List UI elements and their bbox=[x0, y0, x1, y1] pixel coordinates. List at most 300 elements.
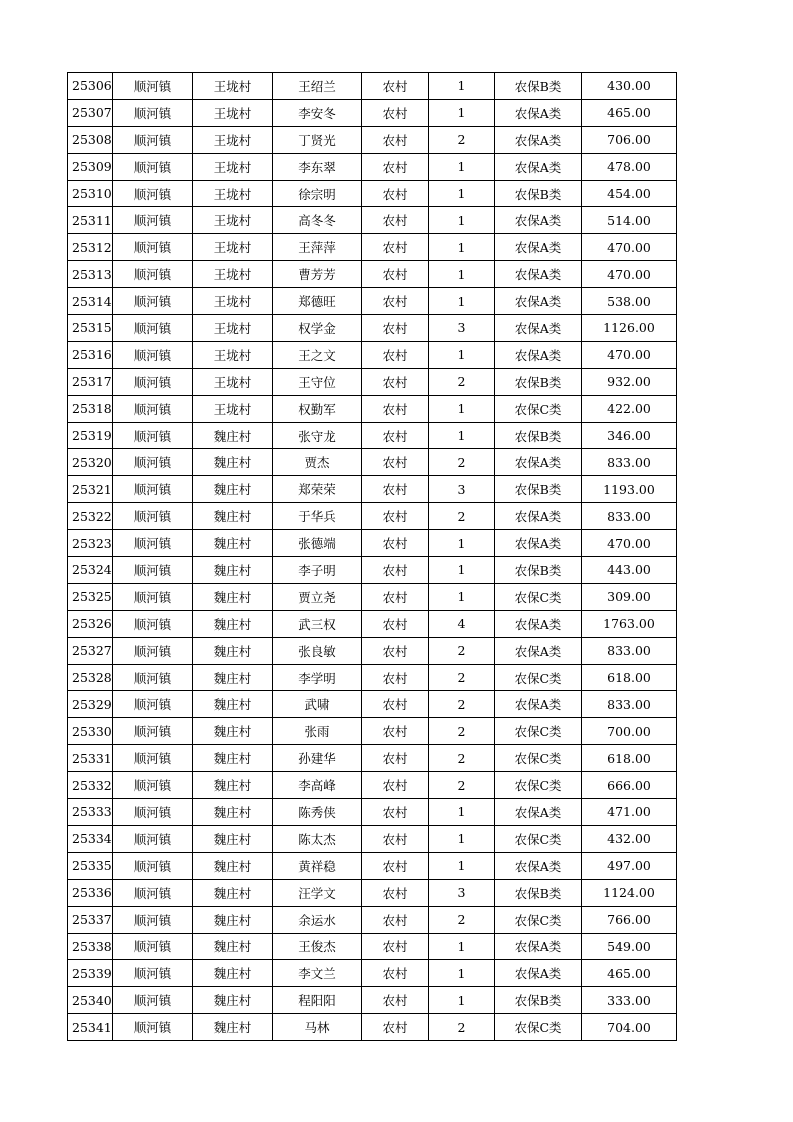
cell-record-id: 25322 bbox=[68, 503, 113, 530]
table-row bbox=[68, 261, 677, 288]
table-row bbox=[68, 799, 677, 826]
table-row bbox=[68, 207, 677, 234]
cell-household-type: 农村 bbox=[362, 530, 429, 557]
cell-household-size: 2 bbox=[429, 772, 495, 799]
cell-record-id: 25314 bbox=[68, 288, 113, 315]
cell-village: 王垅村 bbox=[193, 341, 273, 368]
cell-insurance-class: 农保A类 bbox=[495, 610, 582, 637]
cell-insurance-class: 农保A类 bbox=[495, 341, 582, 368]
cell-name: 曹芳芳 bbox=[273, 261, 362, 288]
cell-insurance-class: 农保B类 bbox=[495, 422, 582, 449]
cell-amount: 833.00 bbox=[582, 691, 677, 718]
cell-insurance-class: 农保B类 bbox=[495, 73, 582, 100]
cell-household-size: 1 bbox=[429, 234, 495, 261]
cell-amount: 430.00 bbox=[582, 73, 677, 100]
cell-household-type: 农村 bbox=[362, 234, 429, 261]
cell-village: 魏庄村 bbox=[193, 610, 273, 637]
cell-household-type: 农村 bbox=[362, 73, 429, 100]
cell-name: 权学金 bbox=[273, 315, 362, 342]
cell-town: 顺河镇 bbox=[113, 933, 193, 960]
cell-household-type: 农村 bbox=[362, 341, 429, 368]
cell-record-id: 25329 bbox=[68, 691, 113, 718]
cell-household-type: 农村 bbox=[362, 637, 429, 664]
cell-household-type: 农村 bbox=[362, 288, 429, 315]
cell-amount: 618.00 bbox=[582, 664, 677, 691]
table-row bbox=[68, 987, 677, 1014]
table-row bbox=[68, 933, 677, 960]
cell-household-type: 农村 bbox=[362, 879, 429, 906]
cell-insurance-class: 农保B类 bbox=[495, 987, 582, 1014]
table-row bbox=[68, 234, 677, 261]
table-row bbox=[68, 637, 677, 664]
cell-town: 顺河镇 bbox=[113, 664, 193, 691]
cell-household-size: 1 bbox=[429, 422, 495, 449]
cell-household-size: 2 bbox=[429, 449, 495, 476]
cell-household-type: 农村 bbox=[362, 422, 429, 449]
cell-village: 魏庄村 bbox=[193, 852, 273, 879]
cell-village: 魏庄村 bbox=[193, 825, 273, 852]
cell-household-size: 2 bbox=[429, 503, 495, 530]
cell-household-size: 2 bbox=[429, 664, 495, 691]
cell-amount: 465.00 bbox=[582, 960, 677, 987]
assistance-roster-table bbox=[67, 72, 677, 1041]
cell-record-id: 25315 bbox=[68, 315, 113, 342]
cell-record-id: 25316 bbox=[68, 341, 113, 368]
cell-insurance-class: 农保A类 bbox=[495, 315, 582, 342]
cell-name: 汪学文 bbox=[273, 879, 362, 906]
cell-insurance-class: 农保C类 bbox=[495, 745, 582, 772]
cell-household-type: 农村 bbox=[362, 691, 429, 718]
cell-household-type: 农村 bbox=[362, 906, 429, 933]
cell-household-type: 农村 bbox=[362, 583, 429, 610]
cell-household-size: 1 bbox=[429, 261, 495, 288]
cell-village: 魏庄村 bbox=[193, 960, 273, 987]
cell-village: 魏庄村 bbox=[193, 799, 273, 826]
table-row bbox=[68, 288, 677, 315]
table-row bbox=[68, 825, 677, 852]
cell-household-size: 1 bbox=[429, 207, 495, 234]
cell-amount: 766.00 bbox=[582, 906, 677, 933]
cell-amount: 666.00 bbox=[582, 772, 677, 799]
cell-name: 王俊杰 bbox=[273, 933, 362, 960]
cell-amount: 346.00 bbox=[582, 422, 677, 449]
cell-record-id: 25320 bbox=[68, 449, 113, 476]
cell-record-id: 25317 bbox=[68, 368, 113, 395]
cell-village: 魏庄村 bbox=[193, 745, 273, 772]
cell-village: 王垅村 bbox=[193, 288, 273, 315]
cell-town: 顺河镇 bbox=[113, 906, 193, 933]
cell-amount: 478.00 bbox=[582, 153, 677, 180]
cell-household-type: 农村 bbox=[362, 207, 429, 234]
table-row bbox=[68, 718, 677, 745]
cell-town: 顺河镇 bbox=[113, 772, 193, 799]
table-row bbox=[68, 745, 677, 772]
cell-village: 魏庄村 bbox=[193, 449, 273, 476]
cell-household-type: 农村 bbox=[362, 799, 429, 826]
cell-amount: 706.00 bbox=[582, 126, 677, 153]
cell-household-size: 1 bbox=[429, 153, 495, 180]
cell-record-id: 25328 bbox=[68, 664, 113, 691]
table-row bbox=[68, 126, 677, 153]
cell-household-size: 2 bbox=[429, 126, 495, 153]
cell-village: 魏庄村 bbox=[193, 422, 273, 449]
cell-record-id: 25339 bbox=[68, 960, 113, 987]
cell-amount: 497.00 bbox=[582, 852, 677, 879]
cell-town: 顺河镇 bbox=[113, 691, 193, 718]
cell-insurance-class: 农保A类 bbox=[495, 99, 582, 126]
cell-household-size: 1 bbox=[429, 180, 495, 207]
cell-name: 武啸 bbox=[273, 691, 362, 718]
cell-record-id: 25325 bbox=[68, 583, 113, 610]
cell-household-type: 农村 bbox=[362, 718, 429, 745]
cell-amount: 333.00 bbox=[582, 987, 677, 1014]
cell-town: 顺河镇 bbox=[113, 503, 193, 530]
cell-village: 魏庄村 bbox=[193, 691, 273, 718]
cell-household-type: 农村 bbox=[362, 476, 429, 503]
cell-name: 李安冬 bbox=[273, 99, 362, 126]
cell-household-size: 4 bbox=[429, 610, 495, 637]
cell-village: 魏庄村 bbox=[193, 718, 273, 745]
cell-town: 顺河镇 bbox=[113, 530, 193, 557]
cell-name: 王之文 bbox=[273, 341, 362, 368]
cell-town: 顺河镇 bbox=[113, 718, 193, 745]
cell-name: 张雨 bbox=[273, 718, 362, 745]
table-row bbox=[68, 906, 677, 933]
cell-insurance-class: 农保C类 bbox=[495, 825, 582, 852]
cell-village: 王垅村 bbox=[193, 99, 273, 126]
cell-name: 李子明 bbox=[273, 557, 362, 584]
cell-insurance-class: 农保A类 bbox=[495, 207, 582, 234]
table-row bbox=[68, 422, 677, 449]
cell-insurance-class: 农保A类 bbox=[495, 933, 582, 960]
cell-record-id: 25337 bbox=[68, 906, 113, 933]
cell-household-size: 2 bbox=[429, 906, 495, 933]
cell-record-id: 25309 bbox=[68, 153, 113, 180]
cell-insurance-class: 农保B类 bbox=[495, 180, 582, 207]
cell-village: 王垅村 bbox=[193, 126, 273, 153]
cell-household-type: 农村 bbox=[362, 99, 429, 126]
cell-amount: 454.00 bbox=[582, 180, 677, 207]
cell-record-id: 25324 bbox=[68, 557, 113, 584]
cell-household-type: 农村 bbox=[362, 503, 429, 530]
table-row bbox=[68, 503, 677, 530]
cell-household-size: 1 bbox=[429, 987, 495, 1014]
cell-village: 魏庄村 bbox=[193, 503, 273, 530]
cell-name: 张德端 bbox=[273, 530, 362, 557]
cell-amount: 465.00 bbox=[582, 99, 677, 126]
table-row bbox=[68, 960, 677, 987]
cell-town: 顺河镇 bbox=[113, 960, 193, 987]
cell-household-type: 农村 bbox=[362, 933, 429, 960]
cell-town: 顺河镇 bbox=[113, 476, 193, 503]
cell-household-size: 1 bbox=[429, 99, 495, 126]
cell-town: 顺河镇 bbox=[113, 879, 193, 906]
cell-town: 顺河镇 bbox=[113, 288, 193, 315]
cell-village: 魏庄村 bbox=[193, 664, 273, 691]
table-row bbox=[68, 583, 677, 610]
cell-insurance-class: 农保A类 bbox=[495, 637, 582, 664]
cell-household-size: 1 bbox=[429, 583, 495, 610]
cell-household-type: 农村 bbox=[362, 960, 429, 987]
cell-insurance-class: 农保A类 bbox=[495, 503, 582, 530]
cell-household-size: 1 bbox=[429, 395, 495, 422]
cell-household-type: 农村 bbox=[362, 153, 429, 180]
cell-amount: 470.00 bbox=[582, 341, 677, 368]
cell-household-type: 农村 bbox=[362, 315, 429, 342]
cell-record-id: 25332 bbox=[68, 772, 113, 799]
cell-household-size: 3 bbox=[429, 879, 495, 906]
cell-household-type: 农村 bbox=[362, 126, 429, 153]
cell-village: 王垅村 bbox=[193, 73, 273, 100]
cell-insurance-class: 农保C类 bbox=[495, 906, 582, 933]
cell-amount: 833.00 bbox=[582, 637, 677, 664]
table-row bbox=[68, 449, 677, 476]
cell-household-type: 农村 bbox=[362, 610, 429, 637]
cell-record-id: 25331 bbox=[68, 745, 113, 772]
cell-household-size: 1 bbox=[429, 341, 495, 368]
cell-household-type: 农村 bbox=[362, 557, 429, 584]
table-row bbox=[68, 1014, 677, 1041]
cell-household-size: 1 bbox=[429, 530, 495, 557]
cell-household-size: 3 bbox=[429, 476, 495, 503]
cell-household-size: 2 bbox=[429, 691, 495, 718]
table-row bbox=[68, 315, 677, 342]
cell-record-id: 25318 bbox=[68, 395, 113, 422]
cell-town: 顺河镇 bbox=[113, 799, 193, 826]
table-row bbox=[68, 153, 677, 180]
cell-town: 顺河镇 bbox=[113, 449, 193, 476]
cell-insurance-class: 农保A类 bbox=[495, 852, 582, 879]
cell-insurance-class: 农保B类 bbox=[495, 476, 582, 503]
table-row bbox=[68, 691, 677, 718]
cell-name: 于华兵 bbox=[273, 503, 362, 530]
table-row bbox=[68, 664, 677, 691]
cell-village: 王垅村 bbox=[193, 315, 273, 342]
cell-household-type: 农村 bbox=[362, 449, 429, 476]
table-row bbox=[68, 99, 677, 126]
cell-insurance-class: 农保A类 bbox=[495, 288, 582, 315]
cell-record-id: 25308 bbox=[68, 126, 113, 153]
table-row bbox=[68, 476, 677, 503]
cell-record-id: 25306 bbox=[68, 73, 113, 100]
roster-body bbox=[68, 73, 677, 1041]
cell-name: 高冬冬 bbox=[273, 207, 362, 234]
cell-insurance-class: 农保C类 bbox=[495, 395, 582, 422]
cell-name: 张良敏 bbox=[273, 637, 362, 664]
cell-amount: 932.00 bbox=[582, 368, 677, 395]
cell-town: 顺河镇 bbox=[113, 852, 193, 879]
cell-household-size: 1 bbox=[429, 73, 495, 100]
cell-name: 郑德旺 bbox=[273, 288, 362, 315]
cell-record-id: 25321 bbox=[68, 476, 113, 503]
cell-record-id: 25326 bbox=[68, 610, 113, 637]
cell-village: 魏庄村 bbox=[193, 530, 273, 557]
cell-amount: 1126.00 bbox=[582, 315, 677, 342]
cell-town: 顺河镇 bbox=[113, 637, 193, 664]
cell-record-id: 25312 bbox=[68, 234, 113, 261]
cell-village: 魏庄村 bbox=[193, 583, 273, 610]
cell-record-id: 25307 bbox=[68, 99, 113, 126]
cell-household-type: 农村 bbox=[362, 395, 429, 422]
cell-record-id: 25340 bbox=[68, 987, 113, 1014]
cell-household-type: 农村 bbox=[362, 261, 429, 288]
cell-record-id: 25338 bbox=[68, 933, 113, 960]
table-row bbox=[68, 557, 677, 584]
cell-name: 黄祥稳 bbox=[273, 852, 362, 879]
cell-village: 王垅村 bbox=[193, 180, 273, 207]
cell-village: 魏庄村 bbox=[193, 987, 273, 1014]
cell-record-id: 25333 bbox=[68, 799, 113, 826]
cell-household-size: 3 bbox=[429, 315, 495, 342]
cell-village: 魏庄村 bbox=[193, 906, 273, 933]
table-row bbox=[68, 180, 677, 207]
cell-amount: 470.00 bbox=[582, 234, 677, 261]
cell-household-size: 1 bbox=[429, 960, 495, 987]
cell-village: 魏庄村 bbox=[193, 476, 273, 503]
cell-village: 王垅村 bbox=[193, 395, 273, 422]
cell-household-size: 1 bbox=[429, 557, 495, 584]
cell-household-type: 农村 bbox=[362, 852, 429, 879]
cell-name: 王萍萍 bbox=[273, 234, 362, 261]
cell-household-size: 1 bbox=[429, 825, 495, 852]
cell-household-size: 2 bbox=[429, 637, 495, 664]
table-row bbox=[68, 341, 677, 368]
cell-insurance-class: 农保B类 bbox=[495, 557, 582, 584]
cell-record-id: 25323 bbox=[68, 530, 113, 557]
cell-insurance-class: 农保C类 bbox=[495, 1014, 582, 1041]
cell-amount: 422.00 bbox=[582, 395, 677, 422]
cell-town: 顺河镇 bbox=[113, 368, 193, 395]
cell-record-id: 25313 bbox=[68, 261, 113, 288]
cell-name: 权勤军 bbox=[273, 395, 362, 422]
cell-household-size: 2 bbox=[429, 745, 495, 772]
cell-amount: 443.00 bbox=[582, 557, 677, 584]
cell-record-id: 25319 bbox=[68, 422, 113, 449]
cell-name: 武三权 bbox=[273, 610, 362, 637]
table-row bbox=[68, 610, 677, 637]
cell-household-type: 农村 bbox=[362, 987, 429, 1014]
cell-amount: 309.00 bbox=[582, 583, 677, 610]
cell-amount: 704.00 bbox=[582, 1014, 677, 1041]
cell-amount: 1193.00 bbox=[582, 476, 677, 503]
cell-insurance-class: 农保B类 bbox=[495, 879, 582, 906]
table-row bbox=[68, 772, 677, 799]
cell-insurance-class: 农保C类 bbox=[495, 772, 582, 799]
cell-household-size: 2 bbox=[429, 368, 495, 395]
cell-village: 王垅村 bbox=[193, 207, 273, 234]
cell-name: 丁贤光 bbox=[273, 126, 362, 153]
cell-name: 李文兰 bbox=[273, 960, 362, 987]
cell-name: 程阳阳 bbox=[273, 987, 362, 1014]
cell-amount: 470.00 bbox=[582, 261, 677, 288]
cell-town: 顺河镇 bbox=[113, 315, 193, 342]
cell-name: 李东翠 bbox=[273, 153, 362, 180]
cell-amount: 470.00 bbox=[582, 530, 677, 557]
cell-name: 马林 bbox=[273, 1014, 362, 1041]
cell-household-type: 农村 bbox=[362, 368, 429, 395]
cell-household-size: 2 bbox=[429, 718, 495, 745]
cell-amount: 833.00 bbox=[582, 503, 677, 530]
cell-insurance-class: 农保A类 bbox=[495, 126, 582, 153]
cell-town: 顺河镇 bbox=[113, 153, 193, 180]
cell-record-id: 25311 bbox=[68, 207, 113, 234]
cell-household-size: 1 bbox=[429, 799, 495, 826]
cell-record-id: 25341 bbox=[68, 1014, 113, 1041]
cell-household-size: 1 bbox=[429, 933, 495, 960]
cell-village: 王垅村 bbox=[193, 261, 273, 288]
cell-village: 魏庄村 bbox=[193, 557, 273, 584]
cell-record-id: 25336 bbox=[68, 879, 113, 906]
cell-town: 顺河镇 bbox=[113, 207, 193, 234]
cell-household-type: 农村 bbox=[362, 1014, 429, 1041]
table-row bbox=[68, 395, 677, 422]
cell-name: 张守龙 bbox=[273, 422, 362, 449]
cell-insurance-class: 农保C类 bbox=[495, 664, 582, 691]
cell-household-type: 农村 bbox=[362, 825, 429, 852]
table-row bbox=[68, 852, 677, 879]
cell-name: 陈秀侠 bbox=[273, 799, 362, 826]
cell-village: 王垅村 bbox=[193, 153, 273, 180]
cell-household-type: 农村 bbox=[362, 664, 429, 691]
cell-insurance-class: 农保A类 bbox=[495, 691, 582, 718]
cell-record-id: 25335 bbox=[68, 852, 113, 879]
cell-town: 顺河镇 bbox=[113, 261, 193, 288]
cell-town: 顺河镇 bbox=[113, 987, 193, 1014]
cell-insurance-class: 农保A类 bbox=[495, 449, 582, 476]
cell-village: 王垅村 bbox=[193, 234, 273, 261]
cell-household-size: 2 bbox=[429, 1014, 495, 1041]
cell-amount: 618.00 bbox=[582, 745, 677, 772]
cell-name: 李高峰 bbox=[273, 772, 362, 799]
cell-town: 顺河镇 bbox=[113, 745, 193, 772]
cell-name: 陈太杰 bbox=[273, 825, 362, 852]
cell-town: 顺河镇 bbox=[113, 422, 193, 449]
cell-amount: 700.00 bbox=[582, 718, 677, 745]
cell-village: 魏庄村 bbox=[193, 637, 273, 664]
cell-amount: 432.00 bbox=[582, 825, 677, 852]
cell-insurance-class: 农保A类 bbox=[495, 261, 582, 288]
cell-name: 孙建华 bbox=[273, 745, 362, 772]
cell-town: 顺河镇 bbox=[113, 99, 193, 126]
cell-name: 徐宗明 bbox=[273, 180, 362, 207]
cell-household-size: 1 bbox=[429, 288, 495, 315]
cell-village: 魏庄村 bbox=[193, 933, 273, 960]
cell-amount: 1124.00 bbox=[582, 879, 677, 906]
cell-name: 李学明 bbox=[273, 664, 362, 691]
table-row bbox=[68, 879, 677, 906]
cell-name: 余运水 bbox=[273, 906, 362, 933]
cell-insurance-class: 农保B类 bbox=[495, 368, 582, 395]
cell-name: 贾立尧 bbox=[273, 583, 362, 610]
cell-amount: 1763.00 bbox=[582, 610, 677, 637]
cell-record-id: 25327 bbox=[68, 637, 113, 664]
cell-record-id: 25334 bbox=[68, 825, 113, 852]
cell-amount: 471.00 bbox=[582, 799, 677, 826]
table-row bbox=[68, 73, 677, 100]
cell-household-type: 农村 bbox=[362, 772, 429, 799]
cell-village: 魏庄村 bbox=[193, 772, 273, 799]
cell-town: 顺河镇 bbox=[113, 1014, 193, 1041]
cell-town: 顺河镇 bbox=[113, 825, 193, 852]
cell-amount: 514.00 bbox=[582, 207, 677, 234]
cell-town: 顺河镇 bbox=[113, 73, 193, 100]
cell-household-type: 农村 bbox=[362, 745, 429, 772]
cell-name: 王守位 bbox=[273, 368, 362, 395]
cell-household-type: 农村 bbox=[362, 180, 429, 207]
cell-town: 顺河镇 bbox=[113, 341, 193, 368]
cell-village: 魏庄村 bbox=[193, 1014, 273, 1041]
cell-household-size: 1 bbox=[429, 852, 495, 879]
